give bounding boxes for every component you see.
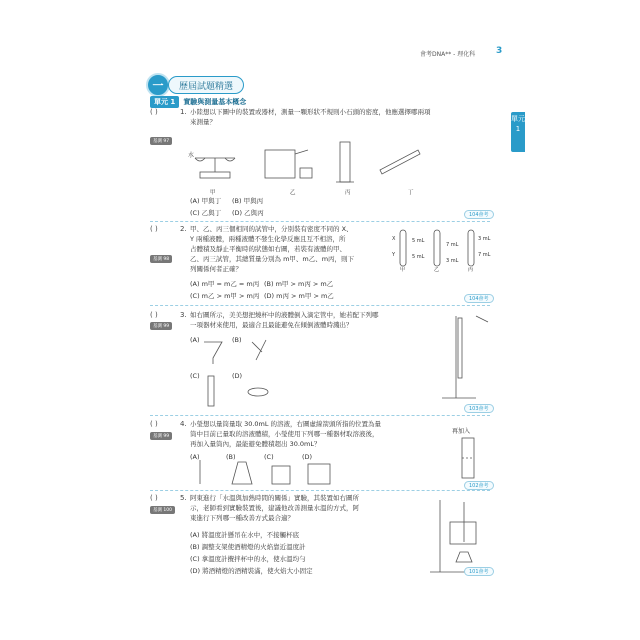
q2-number: 2.: [180, 225, 187, 233]
divider: [150, 221, 490, 222]
q5-option-a: (A) 將溫度計懸吊在水中，不接觸杯底: [190, 531, 300, 539]
q2-label-jia: 甲: [400, 267, 406, 273]
q2-option-d: (D) m丙 > m甲 > m乙: [264, 292, 334, 300]
q1-label-jia: 甲: [210, 190, 216, 196]
beaker-icon: [450, 522, 476, 544]
book-header: 會考DNA** - 理化科: [420, 51, 476, 58]
q1-option-d: (D) 乙與丙: [232, 209, 264, 217]
overflow-can-icon: [265, 150, 312, 178]
q1-paren: ( ): [150, 108, 158, 116]
q2-label-bing: 丙: [468, 267, 474, 273]
q4-option-d: (D): [302, 453, 313, 461]
q4-option-a: (A): [190, 453, 200, 461]
q4-number: 4.: [180, 420, 187, 428]
q1-label-ding: 丁: [408, 190, 414, 196]
q2-vol-jia-top: 5 mL: [412, 238, 425, 244]
q3-source-tag: 基測 99: [150, 322, 172, 330]
q2-text: 甲、乙、丙三個相同的試管中，分別裝有密度不同的 X、 Y 兩種液體，兩種液體不發生化學反應且互不相溶，所 占體積及靜止平衡時的狀態如右圖，若裝有液體的甲、 乙、丙三試管，其總質量分別為 m甲、m乙、m丙，則下 列關係何者正確？: [190, 225, 355, 273]
q1-label-bing: 丙: [345, 190, 351, 196]
q2-vol-bing-top: 3 mL: [478, 236, 491, 242]
q1-option-c: (C) 乙與丁: [190, 209, 222, 217]
unit-side-tab: 單元 1: [511, 112, 525, 152]
q5-option-b: (B) 調整支架使酒精燈的火焰靠近溫度計: [190, 543, 306, 551]
q1-source-tag: 基測 97: [150, 137, 172, 145]
q2-label-x: X: [392, 236, 396, 242]
q1-option-a: (A) 甲與丁: [190, 197, 222, 205]
test-tube-yi-icon: [434, 230, 440, 266]
q5-option-c: (C) 拿溫度計攪拌杯中的水，使水溫均勻: [190, 555, 306, 563]
q2-vol-yi-top: 7 mL: [446, 242, 459, 248]
q4-option-b: (B): [226, 453, 236, 461]
q5-source-tag: 基測 100: [150, 506, 175, 514]
q2-vol-yi-bottom: 3 mL: [446, 258, 459, 264]
divider: [150, 490, 490, 491]
q2-vol-bing-bottom: 7 mL: [478, 252, 491, 258]
alcohol-lamp-icon: [456, 552, 472, 562]
q3-burette-stand-figure: [436, 312, 496, 402]
q3-options-figure: [196, 338, 286, 408]
test-tube-bing-icon: [468, 230, 474, 266]
q1-number: 1.: [180, 108, 187, 116]
erlenmeyer-flask-icon: [232, 462, 252, 484]
q1-text: 小陸想以下圖中的裝置或器材，測量一顆形狀不規則小石頭的密度，他應選擇哪兩項 來測量？: [190, 108, 431, 126]
q1-option-b: (B) 甲與丙: [232, 197, 264, 205]
beaker-icon: [272, 466, 290, 484]
q4-option-c: (C): [264, 453, 274, 461]
q3-ref-badge: 103會考: [464, 404, 494, 413]
evaporating-dish-icon: [248, 388, 268, 396]
large-beaker-icon: [308, 464, 330, 484]
q5-heating-setup-figure: [428, 496, 498, 576]
q4-cylinder-figure: [452, 436, 492, 481]
q4-text: 小瑩想以量筒量取 30.0mL 的溶液，右圖虛線箭頭所指的位置為量 筒中目前已量取的溶液體積，小瑩使用下列哪一種器材取溶液後， 再加入量筒內，最能避免體積超出 30.0mL？: [190, 420, 382, 448]
q2-ref-badge: 104會考: [464, 294, 494, 303]
q3-option-d: (D): [232, 372, 243, 380]
q2-option-b: (B) m甲 > m丙 > m乙: [264, 280, 334, 288]
q1-figure: [190, 140, 420, 188]
q4-options-figure: [196, 458, 336, 488]
section-title-text: 歷屆試題精選: [168, 76, 244, 94]
graduated-cylinder-icon: [336, 142, 354, 182]
q4-source-tag: 基測 99: [150, 432, 172, 440]
q1-label-yi: 乙: [290, 190, 296, 196]
q2-source-tag: 基測 98: [150, 255, 172, 263]
q2-label-yi: 乙: [434, 267, 440, 273]
q4-label-add: 再加入: [452, 428, 471, 435]
topic-label: 單元 1: [150, 96, 179, 108]
q5-paren: ( ): [150, 494, 158, 502]
cylinder-icon: [208, 376, 214, 406]
glass-rod-icon: [252, 340, 266, 360]
q1-ref-badge: 104會考: [464, 210, 494, 219]
balance-scale-icon: [195, 158, 235, 178]
q3-option-b: (B): [232, 336, 242, 344]
ruler-icon: [380, 150, 420, 174]
q1-label-water: 水: [188, 152, 195, 159]
q2-vol-jia-bottom: 5 mL: [412, 254, 425, 260]
page-number: 3: [496, 46, 503, 56]
q2-option-c: (C) m乙 > m甲 > m丙: [190, 292, 260, 300]
topic-title: 實驗與測量基本概念: [183, 98, 247, 106]
test-tube-jia-icon: [400, 230, 406, 266]
q3-option-a: (A): [190, 336, 200, 344]
q3-text: 如右圖所示，美美想把燒杯中的液體倒入滴定管中，她若配下列哪 一項器材來使用，最適合且最能避免在傾倒液體時濺出？: [190, 311, 379, 329]
q2-label-y: Y: [392, 252, 396, 258]
q5-text: 阿東進行「水溫與加熱時間的關係」實驗，其裝置如右圖所 示，老師看到實驗裝置後，建議他改善測量水溫的方式，阿 東進行下列哪一種改善方式最合適？: [190, 494, 359, 522]
q5-ref-badge: 101會考: [464, 567, 494, 576]
q5-number: 5.: [180, 494, 187, 502]
section-title: [146, 73, 244, 97]
q2-test-tube-figure: [398, 228, 493, 273]
q5-option-d: (D) 將酒精燈的酒精裝滿，使火焰大小固定: [190, 567, 313, 575]
section-number-badge: 一: [146, 73, 170, 97]
q4-ref-badge: 102會考: [464, 481, 494, 490]
q3-number: 3.: [180, 311, 187, 319]
q4-paren: ( ): [150, 420, 158, 428]
funnel-icon: [204, 342, 222, 364]
q2-option-a: (A) m甲 = m乙 = m丙: [190, 280, 260, 288]
divider: [150, 415, 490, 416]
q2-paren: ( ): [150, 225, 158, 233]
divider: [150, 305, 490, 306]
q3-paren: ( ): [150, 311, 158, 319]
q3-option-c: (C): [190, 372, 200, 380]
